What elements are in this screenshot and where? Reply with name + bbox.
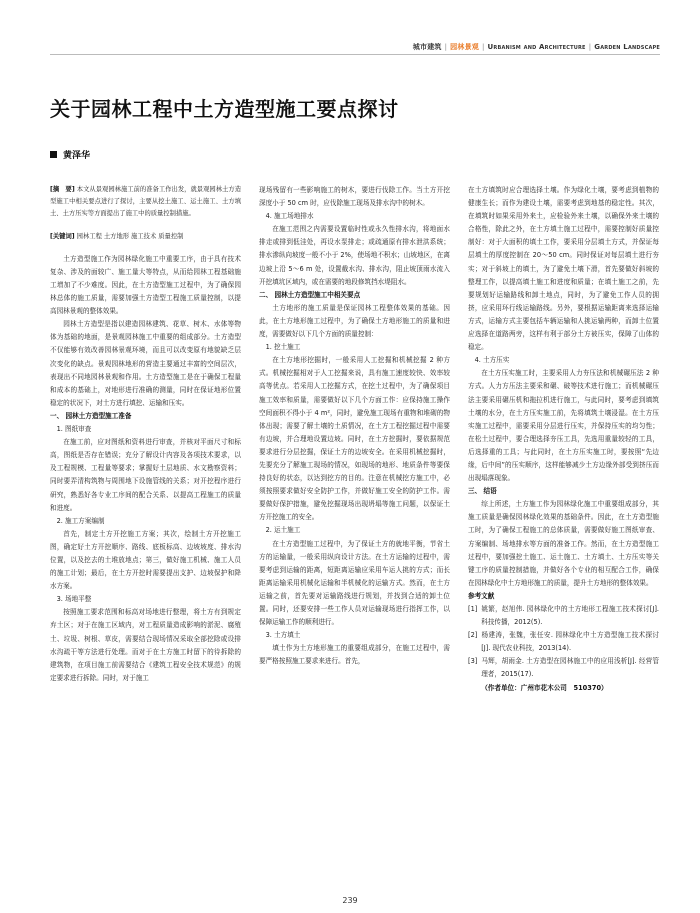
reference-item	[468, 655, 659, 681]
body-paragraph: 在土方地形挖掘时，一般采用人工挖掘和机械挖掘 2 种方式。机械挖掘相对于人工挖掘来说，具有施工速度较快、效率较高等优点。若采用人工挖掘方式，在挖土过程中，为了确保项目施工效率和质量，需要做好以下几个方面工作：应保持施工操作空间面积不得小于 4 m²，同时，避免施工现场有重物和堆砌的物体出现；需要了解土壤的土质情况，在土方工程挖掘过程中需要有边坡，并合理地设置边坡。同时，在土方挖掘时，要依据规范要求进行分层挖掘，保证土方的边坡安全。在采用机械挖掘时，先要充分了解施工现场的情况，如现场的地形、地质条件等要保持良好的状态，以达到挖方的目的。注意在机械挖方施工中，必须按照要求做好安全防护工作，并做好施工安全的防护工作。需要做好保护措施，避免挖掘现场出现坍塌等施工问题，以保证土方开挖施工的安全。	[259, 356, 450, 522]
body-paragraph: 在土方造型施工过程中，为了保证土方的就地平衡，节省土方的运输量，一般采用纵向设计方法。在土方运输的过程中，需要考虑到运输的距离，短距离运输应采用车运人挑的方式；而长距离运输采用机械化运输和半机械化的运输方式。然而，在土方运输之前，首先要对运输路线进行规划，并找到合适的卸土位置。同时，还要安排一些工作人员对运输现场进行指挥工作，以保障运输工作的顺利进行。	[259, 539, 450, 627]
intro-paragraph: 土方造型施工作为园林绿化施工中重要工序，由于具有技术复杂、涉及的面较广、施工量大等特点，从而给园林工程基础施工增加了不少难度。因此，在土方造型施工过程中，为了确保园林总体的施工质量，需要加强土方造型工程施工质量控制，以提高园林景观的整体效果。	[50, 254, 241, 316]
references-heading: 参考文献	[468, 591, 495, 600]
intro-paragraph: 园林土方造型是指以建造园林建筑、花草、树木、水体等物体为基础的地面，是景观园林施工中重要的组成部分。土方造型不仅能够有效改善园林景观环境，而且可以改变原有地貌缺乏层次变化的缺点。景观园林地形的营造主要通过丰富的空间层次，表现出不同地园林景观和作用。土方造型施工是在于确保工程量和成本的基础上，对地形进行准确的测量，同时在保证地形位置稳定的状况下，对土方进行填挖、运输和压实。	[50, 320, 241, 407]
column-3	[468, 184, 659, 695]
header-rule	[50, 54, 660, 55]
body-paragraph: 土方地形的施工质量是保证园林工程整体效果的基础。因此，在土方地形施工过程中，为了确保土方地形施工的质量和进度，需要做好以下几个方面的质量控制：	[259, 303, 450, 339]
subsection-heading: 3. 土方填土	[265, 631, 301, 640]
author-affiliation: （作者单位：广州市花木公司 510370）	[481, 683, 608, 692]
article-title: 关于园林工程中土方造型施工要点探讨	[50, 97, 399, 121]
subsection-heading: 2. 施工方案编制	[56, 516, 105, 525]
body-paragraph-continued: 现场残留有一些影响施工的树木，要进行伐除工作。当土方开挖深度小于 50 cm 时，应伐除施工现场及排水沟中的树木。	[259, 186, 450, 208]
body-paragraph: 综上所述，土方施工作为园林绿化施工中重要组成部分，其施工质量是确保园林绿化效果的基础条件。因此，在土方造型施工时，为了确保工程施工的总体质量，需要做好施工图纸审查、方案编制、场地排水等方面的准备工作。然而，在土方造型施工过程中，要加强挖土施工、运土施工、土方填土、土方压实等关键工序的质量控制措施，并做好各个专业的相互配合工作，确保在园林绿化中土方地形施工的质量，提升土方地形的整体效果。	[468, 500, 659, 587]
page-number: 239	[342, 896, 358, 905]
reference-number: [2]	[468, 631, 478, 640]
reference-item	[468, 603, 659, 629]
author-line	[50, 148, 90, 161]
keywords-text: 园林工程 土方地形 施工技术 质量控制	[76, 232, 184, 240]
header-separator: |	[588, 43, 592, 51]
subsection-heading: 1. 挖土施工	[265, 343, 301, 352]
column-1	[50, 184, 241, 685]
header-section-highlight: 园林景观	[450, 43, 479, 51]
column-2	[259, 184, 450, 668]
subsection-heading: 3. 场地平整	[56, 595, 92, 604]
body-paragraph: 按照施工要求范围和标高对场地进行整理，将土方有到规定弃土区；对于在施工区域内，对工程质量造成影响的淤泥、腐殖土、垃圾、树根、草皮，需要结合现场情况采取全部挖除或设排水沟疏干等方法进行处理。而对于在土方施工时留下的待拆除的建筑物，在项目施工前需要结合《建筑工程安全技术规范》的规定要求进行拆除。同时，对于施工	[50, 608, 241, 682]
section-heading: 三、 结语	[468, 487, 497, 496]
header-separator: |	[481, 43, 485, 51]
body-paragraph: 在土方压实施工时，主要采用人力夯压法和机械碾压法 2 种方式。人力方压法主要采和碾、破等技术进行施工；而机械碾压法主要采用碾压机和拖拉机进行施工，与此同时，要考虑到填筑土壤的水分，在土方压实施工前，先将填筑土壤浸湿。在土方压实施工过程中，需要采用分层进行压实，并保持压实的均匀性；在松土过程中，要合理选择夯压工具，先选用重量较轻的工具，后选择重的工具；与此同时，在土方压实施工时，要按照“先边缘，后中间”的压实顺序，这样能够减少土方边缘外部受到挤压而出现塌落现象。	[468, 369, 659, 483]
header-separator: |	[444, 43, 448, 51]
square-bullet-icon	[50, 151, 57, 158]
keywords-label: [关键词]	[50, 232, 75, 240]
reference-text: 马辉，胡雨金. 土方造型在园林施工中的应用浅析[J]. 经营管理者，2015(17).	[481, 657, 659, 679]
reference-text: 杨建涛，张魏，张任安. 园林绿化中土方造型施工技术探讨[J]. 现代农业科技，2013(14).	[481, 631, 659, 653]
keywords	[50, 231, 241, 243]
body-paragraph: 填土作为土方地形施工的重要组成部分，在施工过程中，需要严格按照施工要求来进行。首先，	[259, 644, 450, 666]
section-heading: 二、 园林土方造型施工中相关要点	[259, 290, 361, 299]
header-section-cn: 城市建筑	[412, 43, 442, 51]
header-section-en1: Urbanism and Architecture	[487, 43, 586, 51]
body-paragraph: 在施工前，应对图纸和资料进行审查，并核对平面尺寸和标高，图纸是否存在错误；充分了解设计内容及各项技术要求，以及工程规模、工程量等要求；掌握好土层地质、水文勘察资料；同时要弄清构筑物与周围地下设施管线的关系；对开挖程序进行研究，熟悉好各专业工序间的配合关系、以提高工程施工的质量和进度。	[50, 438, 241, 512]
reference-number: [1]	[468, 605, 478, 613]
section-heading: 一、 园林土方造型施工准备	[50, 411, 132, 420]
running-header	[0, 42, 660, 52]
abstract-label: [摘 要]	[50, 186, 75, 193]
reference-number: [3]	[468, 657, 478, 666]
subsection-heading: 1. 图纸审查	[56, 425, 92, 434]
body-paragraph-continued: 在土方填筑时应合理选择土壤。作为绿化土壤，要考虑到植物的健康生长；而作为建设土壤，需要考虑到地基的稳定性。其次，在填筑时如果采用外来土，应检验外来土壤，以确保外来土壤的合格性，除此之外，在土方填土施工过程中，需要控制好质量控制好：对于大面积的填土工作，要采用分层填土方式，并保证每层填土的厚度控制在 20～50 cm。同时保证对每层填土进行夯实；对于斜坡上的填土，为了避免土壤下滑，首先要做好斜坡的整理工作，以提高填土施工和进度和质量；在填土施工之前，先要规划好运输路线和卸土地点，同时，为了避免工作人员的拥挤，应采用环行线运输路线。另外，要根据运输距离来选择运输方式，运输方式主要包括车辆运输和人挑运输两种，而卸土位置应选择在道路两旁，这样有利于部分土方被压实，保障了山体的稳定。	[468, 186, 659, 352]
body-paragraph: 首先，制定土方开挖施工方案；其次，绘制土方开挖施工图，确定好土方开挖顺序、路线、底板标高、边坡坡度、排水沟位置，以及挖去的土堆放地点；第三，做好施工机械、施工人员的施工计划；最后，在土方开挖时需要提出支护、边坡保护和降水方案。	[50, 529, 241, 591]
abstract	[50, 184, 241, 221]
subsection-heading: 4. 土方压实	[474, 356, 510, 365]
body-paragraph: 在施工范围之内需要设置临时性或永久性排水沟，将地面水排走或排到低洼处，再设水泵排走；或疏通原有排水泄洪系统；排水渗纵向坡度一般不小于 2%，使场地不积水；山坡地区，在离边坡上沿 5～6 m 处，设置截水沟、排水沟，阻止坡顶雨水流入开挖填坑区域内，或在需要的地段修筑挡水堤阻水。	[259, 225, 450, 286]
abstract-text: 本文从景观园林施工前的准备工作出发，就景观园林土方造型施工中相关要点进行了探讨，主要从挖土施工、运土施工、土方填土、土方压实等方面提出了施工中的质量控制措施。	[50, 186, 241, 218]
reference-item	[468, 629, 659, 655]
subsection-heading: 4. 施工场地排水	[265, 212, 314, 221]
header-section-en2: Garden Landscape	[594, 43, 660, 51]
author-name: 黄泽华	[63, 151, 91, 161]
subsection-heading: 2. 运土施工	[265, 526, 301, 535]
reference-text: 姚繁，赵旭伟. 园林绿化中的土方地形工程施工技术探讨[J]. 科技传播，2012(5).	[481, 605, 659, 627]
